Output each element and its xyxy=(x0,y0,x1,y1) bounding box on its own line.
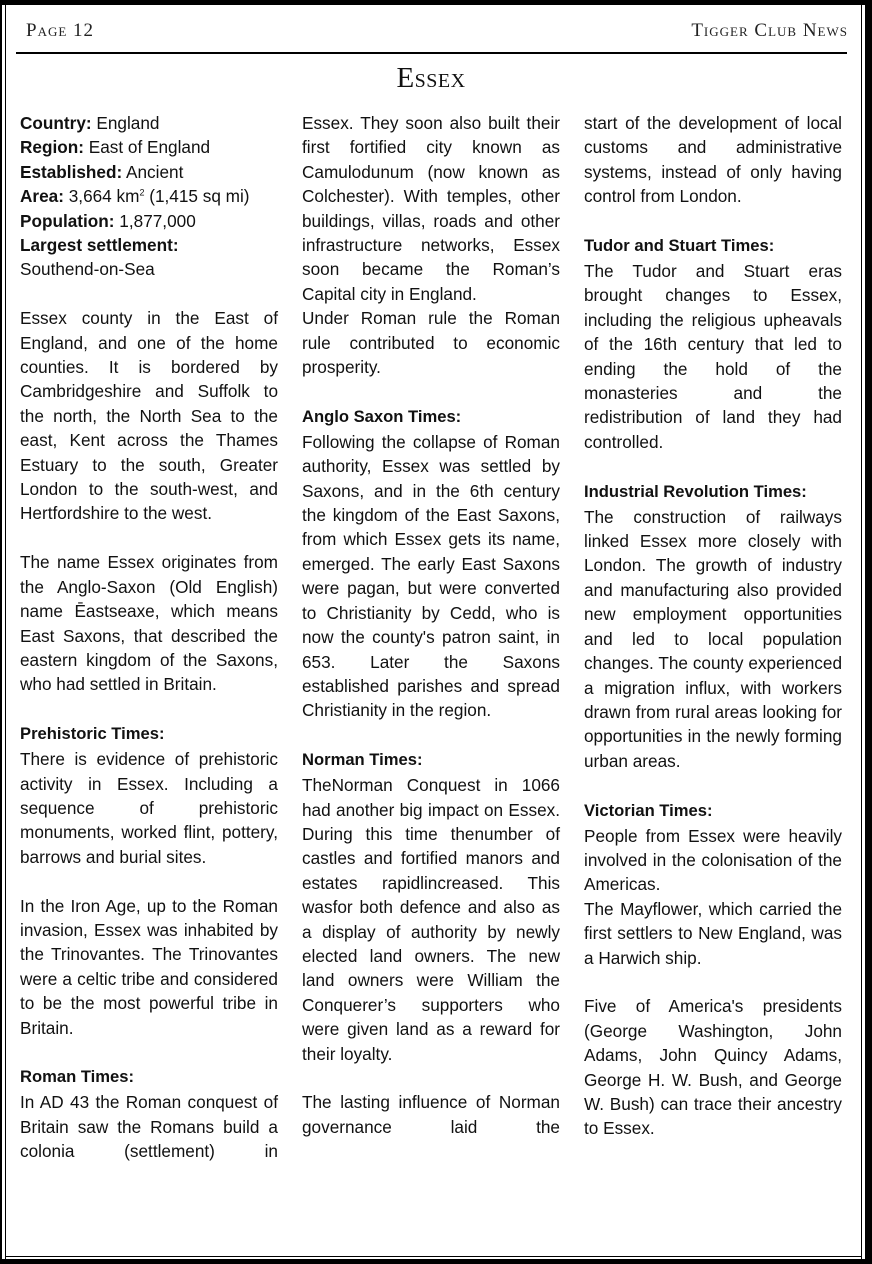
section-heading-industrial: Industrial Revolution Times: xyxy=(584,481,807,501)
presidents-paragraph: Five of America's presidents (George Washington, John Adams, John Quincy Adams, George H. W. Bush, and George W. Bush) can trace their ancestry to Essex. xyxy=(584,996,842,1139)
spacer xyxy=(302,379,560,403)
section-heading-norman: Norman Times: xyxy=(302,750,423,770)
roman-paragraph-start: In AD 43 the Roman conquest of Britain saw the Romans build a colonia (settlement) in xyxy=(20,1092,278,1162)
fact-country xyxy=(20,111,278,135)
section-heading-tudor-stuart: Tudor and Stuart Times: xyxy=(584,236,775,256)
fact-value: Ancient xyxy=(126,161,184,182)
spacer xyxy=(20,869,278,893)
victorian-colonisation-paragraph: People from Essex were heavily involved in the colonisation of the Americas. xyxy=(584,825,842,895)
spacer xyxy=(584,773,842,797)
iron-age-paragraph: In the Iron Age, up to the Roman invasion, Essex was inhabited by the Trinovantes. The Trinovantes were a celtic tribe and considered to be the most powerful tribe in Britain. xyxy=(20,895,278,1038)
prehistoric-paragraph: There is evidence of prehistoric activity in Essex. Including a sequence of prehistoric monuments, worked flint, pottery, barrows and burial sites. xyxy=(20,749,278,867)
column-3 xyxy=(584,111,842,1141)
fact-value: 1,877,000 xyxy=(119,210,196,231)
fact-value: East of England xyxy=(88,137,211,158)
page-border-left-inner xyxy=(5,5,6,1259)
mayflower-paragraph: The Mayflower, which carried the first settlers to New England, was a Harwich ship. xyxy=(584,898,842,968)
spacer xyxy=(20,526,278,550)
fact-label: Country: xyxy=(20,113,92,133)
page-border-bottom-inner xyxy=(5,1256,862,1257)
column-1 xyxy=(20,111,278,1164)
fact-value: 3,664 km xyxy=(68,186,140,207)
spacer xyxy=(584,970,842,994)
norman-paragraph: TheNorman Conquest in 1066 had another big impact on Essex. During this time thenumber of castles and fortified manors and estates rapidlincreased. This wasfor both defence and also as a display of authority by newly elected land owners. The new land owners were William the Conquerer’s supporters who were given land as a reward for their loyalty. xyxy=(302,775,560,1064)
fact-box xyxy=(20,111,278,282)
norman-legacy-paragraph-continued: start of the development of local customs and administrative systems, instead of only having control from London. xyxy=(584,113,842,207)
page-border-left-outer xyxy=(0,0,2,1262)
section-heading-roman: Roman Times: xyxy=(20,1067,135,1087)
fact-label: Area: xyxy=(20,186,64,207)
page-border-right-inner xyxy=(861,5,862,1259)
spacer xyxy=(20,282,278,306)
section-heading-prehistoric: Prehistoric Times: xyxy=(20,724,165,744)
fact-label: Population: xyxy=(20,210,115,231)
fact-largest-settlement-value: Southend-on-Sea xyxy=(20,259,155,280)
spacer xyxy=(584,454,842,478)
fact-established xyxy=(20,160,278,184)
roman-rule-paragraph: Under Roman rule the Roman rule contributed to economic prosperity. xyxy=(302,308,560,378)
etymology-paragraph: The name Essex originates from the Anglo-Saxon (Old English) name Ēastseaxe, which means East Saxons, that described the eastern kingdom of the Saxons, who had settled in Britain. xyxy=(20,552,278,695)
norman-legacy-paragraph-start: The lasting influence of Norman governance laid the xyxy=(302,1092,560,1137)
newsletter-name: Tigger Club News xyxy=(691,20,848,41)
roman-paragraph-continued: Essex. They soon also built their first fortified city known as Camulodunum (now known as Colchester). With temples, other buildings, villas, roads and other infrastructure networks, Essex soon became the Roman’s Capital city in England. xyxy=(302,113,560,304)
page-border-right xyxy=(865,0,872,1264)
header-rule xyxy=(16,52,847,54)
fact-superscript: 2 xyxy=(139,187,145,198)
fact-area xyxy=(20,184,278,208)
column-2 xyxy=(302,111,560,1139)
fact-label: Largest settlement: xyxy=(20,235,179,256)
tudor-stuart-paragraph: The Tudor and Stuart eras brought changes to Essex, including the religious upheavals of the 16th century that led to ending the hold of the monasteries and the redistribution of land they had controlled. xyxy=(584,261,842,452)
fact-largest-settlement-label xyxy=(20,233,278,257)
article-title: Essex xyxy=(396,62,466,94)
industrial-paragraph: The construction of railways linked Essex more closely with London. The growth of industry and manufacturing also provided new employment opportunities and led to local population changes. The county experienced a migration influx, with workers drawn from rural areas looking for opportunities in the newly forming urban areas. xyxy=(584,506,842,771)
page-number: Page 12 xyxy=(26,20,95,41)
page-border-bottom xyxy=(0,1259,872,1264)
fact-label: Established: xyxy=(20,161,123,182)
spacer xyxy=(302,723,560,747)
fact-population xyxy=(20,209,278,233)
intro-paragraph: Essex county in the East of England, and one of the home counties. It is bordered by Cambridgeshire and Suffolk to the north, the North Sea to the east, Kent across the Thames Estuary to the south, Greater London to the south-west, and Hertfordshire to the west. xyxy=(20,308,278,524)
fact-label: Region: xyxy=(20,137,84,158)
page-border-top xyxy=(0,0,872,5)
fact-value: England xyxy=(96,113,160,133)
section-heading-victorian: Victorian Times: xyxy=(584,800,713,820)
spacer xyxy=(302,1066,560,1090)
spacer xyxy=(20,697,278,721)
section-heading-anglo-saxon: Anglo Saxon Times: xyxy=(302,406,462,426)
spacer xyxy=(20,1040,278,1064)
fact-value-suffix: (1,415 sq mi) xyxy=(149,186,250,207)
anglo-saxon-paragraph: Following the collapse of Roman authority, Essex was settled by Saxons, and in the 6th century the kingdom of the East Saxons, from which Essex gets its name, emerged. The early East Saxons were pagan, but were converted to Christianity by Cedd, who is now the county's patron saint, in 653. Later the Saxons established parishes and spread Christianity in the region. xyxy=(302,431,560,721)
running-header xyxy=(16,20,848,46)
fact-region xyxy=(20,135,278,159)
spacer xyxy=(584,209,842,233)
